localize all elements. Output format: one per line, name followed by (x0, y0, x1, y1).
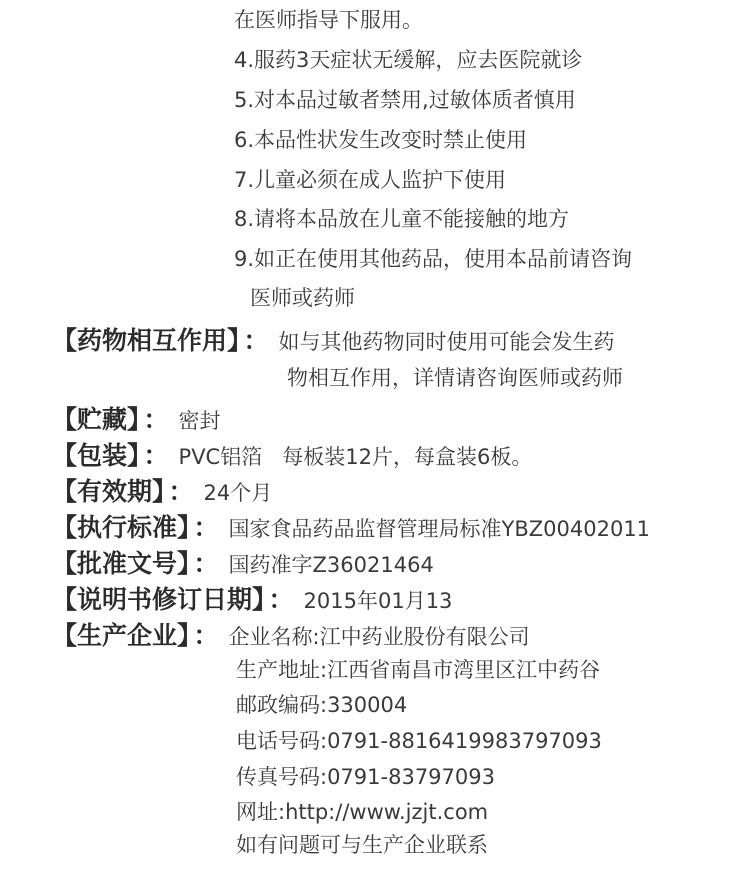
colon: ： (143, 405, 169, 434)
approval-heading: 【批准文号】 (52, 549, 190, 578)
validity-heading: 【有效期】 (52, 477, 165, 506)
validity-section (52, 479, 272, 504)
precaution-item-9-cont: 医师或药师 (250, 286, 355, 310)
colon: ： (193, 621, 219, 650)
revision-section (52, 587, 452, 612)
packaging-value: PVC铝箔 每板装12片，每盒装6板。 (178, 445, 533, 469)
colon: ： (193, 549, 219, 578)
precaution-item-4: 4.服药3天症状无缓解，应去医院就诊 (234, 48, 583, 72)
manufacturer-name: 企业名称:江中药业股份有限公司 (228, 625, 530, 649)
manufacturer-contact-note: 如有问题可与生产企业联系 (236, 833, 488, 857)
revision-value: 2015年01月13 (303, 589, 453, 613)
precaution-line: 在医师指导下服用。 (234, 8, 423, 32)
manufacturer-postcode: 邮政编码:330004 (236, 693, 408, 717)
interactions-section (52, 328, 615, 353)
manufacturer-address: 生产地址:江西省南昌市湾里区江中药谷 (236, 658, 601, 682)
manufacturer-fax: 传真号码:0791-83797093 (236, 765, 495, 789)
validity-value: 24个月 (203, 481, 273, 505)
manufacturer-phone: 电话号码:0791-8816419983797093 (236, 729, 602, 753)
precaution-item-9: 9.如正在使用其他药品，使用本品前请咨询 (234, 247, 633, 271)
approval-value: 国药准字Z36021464 (228, 553, 434, 577)
manufacturer-section (52, 623, 530, 648)
interactions-heading: 【药物相互作用】 (52, 326, 240, 355)
colon: ： (243, 326, 269, 355)
approval-section (52, 551, 434, 576)
precaution-item-7: 7.儿童必须在成人监护下使用 (234, 168, 507, 192)
colon: ： (143, 441, 169, 470)
manufacturer-website: 网址:http://www.jzjt.com (236, 800, 489, 824)
revision-heading: 【说明书修订日期】 (52, 585, 265, 614)
standard-heading: 【执行标准】 (52, 513, 190, 542)
packaging-section (52, 443, 532, 468)
interactions-line-2: 物相互作用，详情请咨询医师或药师 (287, 366, 623, 390)
standard-value: 国家食品药品监督管理局标准YBZ00402011 (228, 517, 651, 541)
packaging-heading: 【包装】 (52, 441, 140, 470)
colon: ： (168, 477, 194, 506)
storage-value: 密封 (178, 409, 221, 433)
standard-section (52, 515, 650, 540)
colon: ： (268, 585, 294, 614)
storage-heading: 【贮藏】 (52, 405, 140, 434)
colon: ： (193, 513, 219, 542)
precaution-item-6: 6.本品性状发生改变时禁止使用 (234, 128, 528, 152)
interactions-line-1: 如与其他药物同时使用可能会发生药 (278, 330, 615, 354)
manufacturer-heading: 【生产企业】 (52, 621, 190, 650)
storage-section (52, 407, 221, 432)
precaution-item-5: 5.对本品过敏者禁用,过敏体质者慎用 (234, 88, 576, 112)
precaution-item-8: 8.请将本品放在儿童不能接触的地方 (234, 207, 570, 231)
